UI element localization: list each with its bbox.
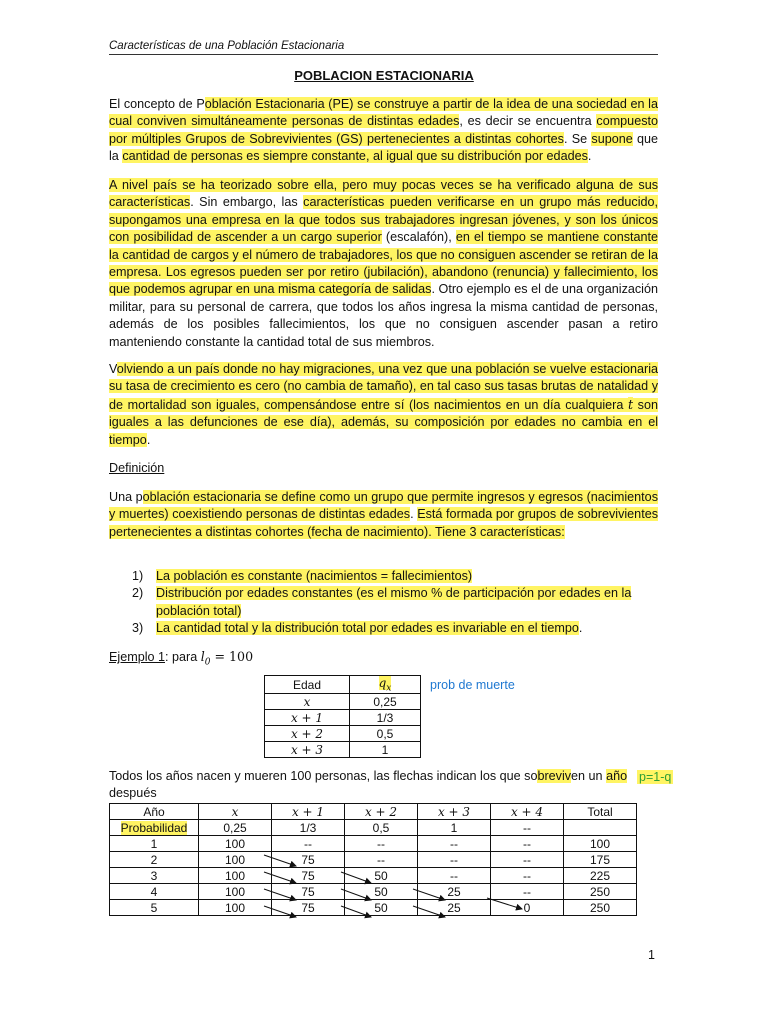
list-item: 2) Distribución por edades constantes (es el mismo % de participación por edades en la población total) — [132, 586, 632, 618]
characteristics-list — [132, 568, 658, 638]
table-row: x + 1 1/3 — [265, 710, 421, 726]
example-heading: Ejemplo 1: para $l_0 = 100$ — [109, 649, 254, 668]
page-number: 1 — [648, 948, 655, 962]
table-header-row: Año x x + 1 x + 2 x + 3 x + 4 Total — [110, 804, 637, 820]
table-row: 3 100 75 50 -- -- 225 — [110, 868, 637, 884]
table-row: 5 100 75 50 25 0 250 — [110, 900, 637, 916]
table-row: x 0,25 — [265, 694, 421, 710]
paragraph-definition: Una población estacionaria se define como un grupo que permite ingresos y egresos (nacimientos y muertes) coexistiendo personas de distintas edades. Está formada por grupos de sobrevivientes pertenecientes a distintas cohortes (fecha de nacimiento). Tiene 3 características: — [109, 490, 658, 539]
table-row: 2 100 75 -- -- -- 175 — [110, 852, 637, 868]
table-row: x + 2 0,5 — [265, 726, 421, 742]
mortality-probability-table — [264, 675, 421, 758]
table-header-row — [265, 676, 421, 694]
table-row: x + 3 1 — [265, 742, 421, 758]
table-row-probability: Probabilidad 0,25 1/3 0,5 1 -- — [110, 820, 637, 836]
paragraph-intro: El concepto de Población Estacionaria (PE) se construye a partir de la idea de una sociedad en la cual conviven simultáneamente personas de distintas edades, es decir se encuentra compuesto por múltiples Grupos de Sobrevivientes (GS) pertenecientes a distintas cohortes. Se supone que la cantidad de personas es siempre constante, al igual que su distribución por edades. — [109, 97, 658, 164]
paragraph-births-deaths: Todos los años nacen y mueren 100 personas, las flechas indican los que sobreviven un año después — [109, 769, 628, 801]
header-qx: $q_x$ — [350, 676, 421, 694]
header-edad: Edad — [265, 676, 350, 694]
page-header: Características de una Población Estacionaria — [109, 40, 658, 55]
list-item: 3) La cantidad total y la distribución total por edades es invariable en el tiempo. — [132, 621, 583, 636]
population-by-year-table — [109, 803, 637, 916]
table-row: 4 100 75 50 25 -- 250 — [110, 884, 637, 900]
page-title: POBLACION ESTACIONARIA — [294, 68, 474, 83]
note-survival-formula: p=1-q — [639, 770, 672, 784]
section-heading-definicion: Definición — [109, 461, 165, 475]
paragraph-no-migration: Volviendo a un país donde no hay migraciones, una vez que una población se vuelve estacionaria su tasa de crecimiento es cero (no cambia de tamaño), en tal caso sus tasas brutas de natalidad y de mortalidad son iguales, compensándose entre sí (los nacimientos en un día cualquiera t son iguales a las defunciones de ese día), además, su composición por edades no cambia en el tiempo. — [109, 362, 658, 447]
note-prob-de-muerte: prob de muerte — [430, 678, 515, 692]
paragraph-country-level: A nivel país se ha teorizado sobre ella, pero muy pocas veces se ha verificado alguna de sus características. Sin embargo, las características pueden verificarse en un grupo más reducido, supongamos una empresa en la que todos sus trabajadores ingresan jóvenes, y son los únicos con posibilidad de ascender a un cargo superior (escalafón), en el tiempo se mantiene constante la cantidad de cargos y el número de trabajadores, los que no consiguen ascender se retiran de la empresa. Los egresos pueden ser por retiro (jubilación), abandono (renuncia) y fallecimiento, los que podemos agrupar en una misma categoría de salidas. Otro ejemplo es el de una organización militar, para su personal de carrera, que todos los años ingresa la misma cantidad de personas, además de los posibles fallecimientos, los que no consiguen ascender pasan a retiro manteniendo constante la cantidad total de sus miembros. — [109, 178, 659, 349]
list-item: 1) La población es constante (nacimientos = fallecimientos) — [132, 569, 473, 583]
table-row: 1 100 -- -- -- -- 100 — [110, 836, 637, 852]
